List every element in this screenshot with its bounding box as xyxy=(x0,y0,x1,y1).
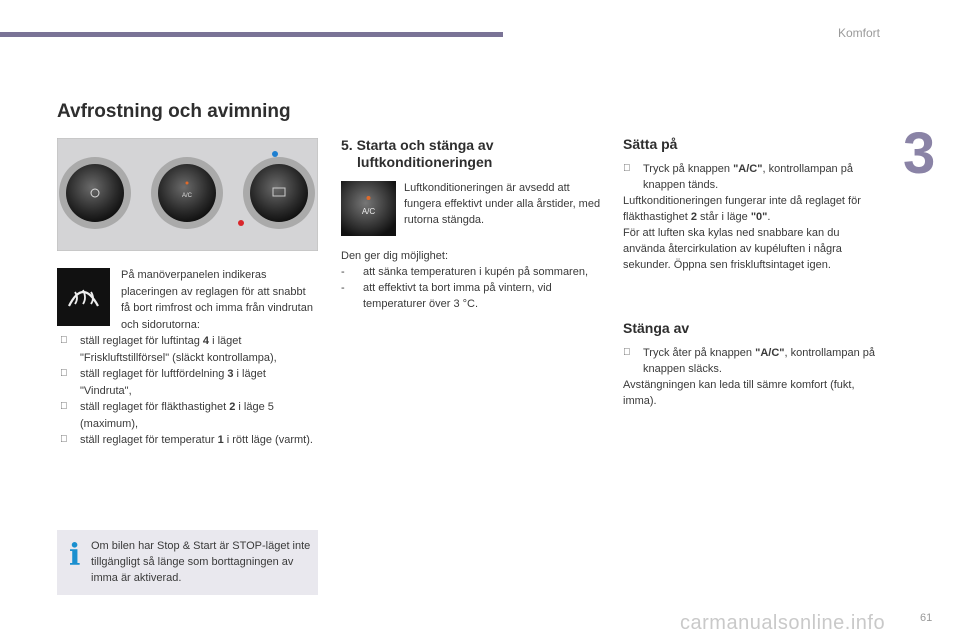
fan-speed-knob xyxy=(151,157,223,229)
list-item: - att effektivt ta bort imma på vintern, vid temperaturer över 3 °C. xyxy=(341,282,552,310)
ac-description: Luftkonditioneringen är avsedd att fungera effektivt under alla årstider, med rutorna stängda. xyxy=(404,182,601,226)
section-name: Komfort xyxy=(838,26,881,40)
list-item: ställ reglaget för temperatur 1 i rött läge (varmt). xyxy=(60,432,315,449)
defrost-steps xyxy=(60,333,315,449)
turn-on-note: Luftkonditioneringen fungerar inte då reglaget för fläkthastighet 2 står i läge "0". xyxy=(623,195,861,223)
ac-lead: Den ger dig möjlighet: xyxy=(341,250,449,262)
page-number: 61 xyxy=(920,612,933,624)
info-icon: i xyxy=(69,538,81,573)
recirculation-led-icon xyxy=(272,151,278,157)
list-item: ställ reglaget för luftintag 4 i läget "Friskluftstillförsel" (släckt kontrollampa), xyxy=(60,333,315,366)
turn-on-section xyxy=(623,136,883,273)
ac-options xyxy=(341,264,601,312)
chapter-number: 3 xyxy=(903,121,936,186)
turn-on-title: Sätta på xyxy=(623,136,678,152)
turn-off-title: Stänga av xyxy=(623,320,690,336)
ac-button-icon xyxy=(341,181,396,236)
bullet-icon xyxy=(60,333,68,350)
list-item: - att sänka temperaturen i kupén på sommaren, xyxy=(341,266,589,278)
air-distribution-knob xyxy=(243,157,315,229)
ac-section-title: 5. Starta och stänga av luftkonditioneringen xyxy=(341,137,494,170)
ac-benefits xyxy=(341,248,601,312)
climate-panel-image xyxy=(57,138,318,251)
list-item: ställ reglaget för fläkthastighet 2 i läge 5 (maximum), xyxy=(60,399,315,432)
info-box xyxy=(57,530,318,595)
bullet-icon xyxy=(60,399,68,416)
list-item: ställ reglaget för luftfördelning 3 i läget "Vindruta", xyxy=(60,366,315,399)
info-text: Om bilen har Stop & Start är STOP-läget inte tillgängligt så länge som borttagningen av imma är aktiverad. xyxy=(91,540,311,584)
ac-icon-label: A/C xyxy=(361,207,376,216)
list-item: Tryck åter på knappen "A/C", kontrollampan på knappen släcks. xyxy=(623,345,883,377)
bullet-icon xyxy=(623,345,631,361)
header-bar xyxy=(0,32,503,37)
panel-ac-label: A/C xyxy=(181,193,193,199)
red-indicator-icon xyxy=(238,220,244,226)
bullet-icon xyxy=(60,432,68,449)
bullet-icon xyxy=(60,366,68,383)
turn-off-note: Avstängningen kan leda till sämre komfort (fukt, imma). xyxy=(623,379,855,407)
list-item: Tryck på knappen "A/C", kontrollampan på knappen tänds. xyxy=(623,161,883,193)
turn-off-section xyxy=(623,320,883,409)
temperature-knob xyxy=(59,157,131,229)
turn-on-note2: För att luften ska kylas ned snabbare kan du använda återcirkulation av kupéluften i några sekunder. Öppna sen friskluftsintaget igen. xyxy=(623,227,842,271)
defrost-intro: På manöverpanelen indikeras placeringen av reglagen för att snabbt få bort rimfrost och imma från vindrutan och sidorutorna: xyxy=(121,269,313,331)
watermark: carmanualsonline.info xyxy=(680,612,886,634)
page-title: Avfrostning och avimning xyxy=(57,101,291,122)
defrost-instructions xyxy=(60,267,315,449)
bullet-icon xyxy=(623,161,631,177)
